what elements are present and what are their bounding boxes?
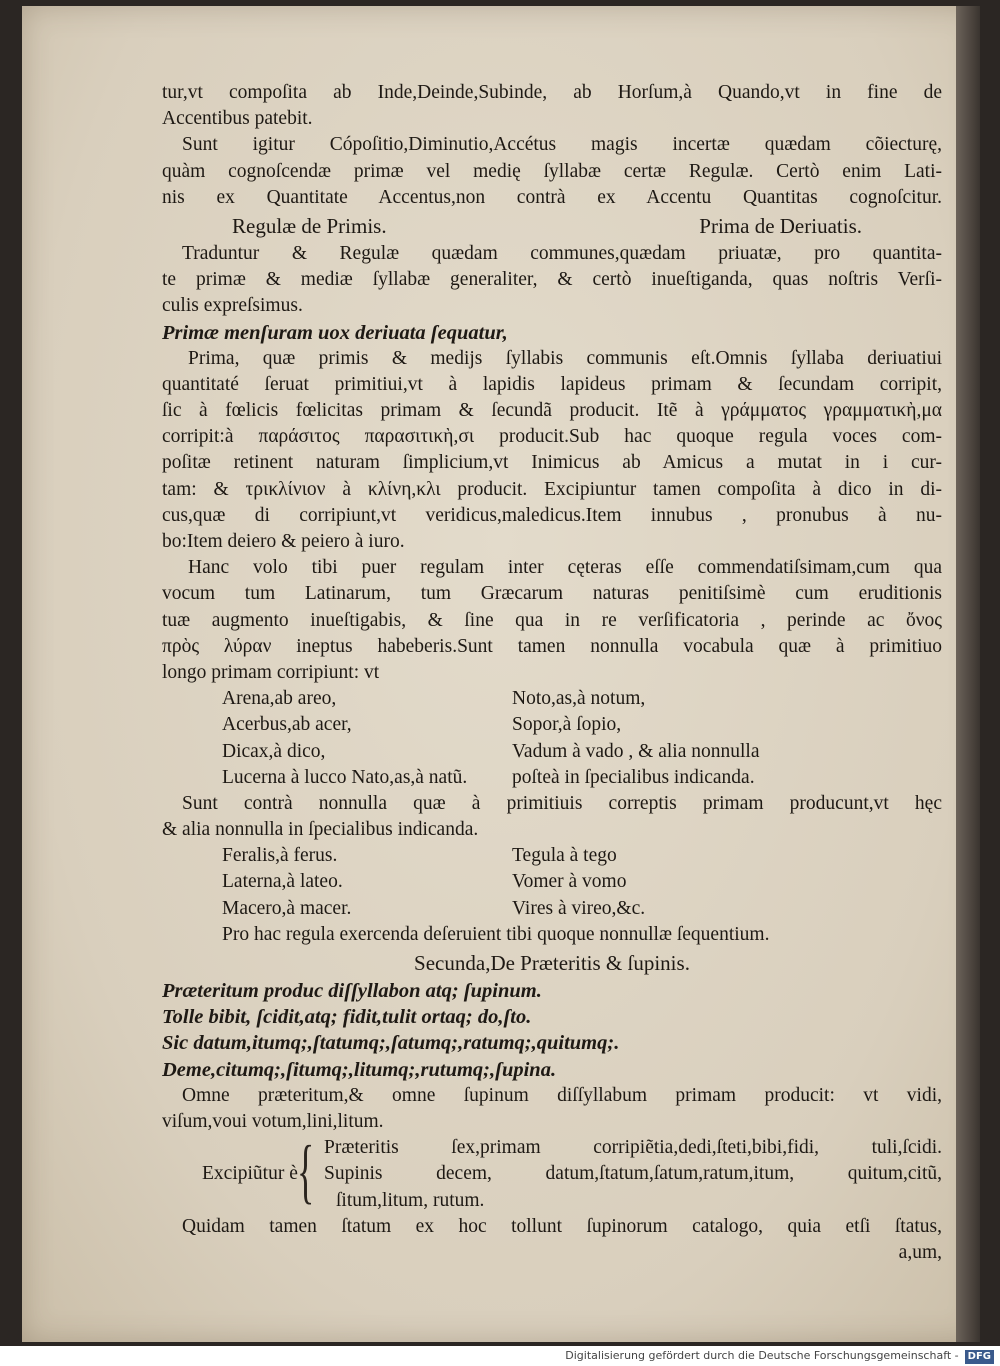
brace-label: Excipiũtur è — [202, 1163, 298, 1185]
footer-text: Digitalisierung gefördert durch die Deutsche Forschungsgemeinschaft - — [565, 1349, 959, 1362]
middle-paragraphs-2 — [162, 791, 942, 843]
example-right: poſteà in ſpecialibus indicanda. — [512, 766, 755, 788]
example-left: Dicax,à dico, — [222, 740, 326, 762]
footer-bar — [0, 1346, 1000, 1366]
brace-line: Præteritis ſex,primam corripiẽtia,dedi,ſteti,bibi,fidi, tuli,ſcidi. — [324, 1137, 942, 1159]
middle-paragraphs — [162, 241, 942, 686]
example-row — [162, 843, 942, 869]
text-line: tur,vt compoſita ab Inde,Deinde,Subinde, ab Horſum,à Quando,vt in fine de — [162, 82, 942, 103]
verse-line: Sic datum,itumq;,ſtatumq;,ſatumq;,ratumq;,quitumq;. — [162, 1032, 620, 1055]
text-line: poſitæ retinent naturam ſimplicium,vt Inimicus ab Amicus a mutat in i cur- — [162, 452, 942, 474]
text-line: longo primam corripiunt: vt — [162, 661, 380, 683]
example-right: Tegula à tego — [512, 845, 617, 867]
example-left: Laterna,à lateo. — [222, 871, 343, 893]
text-line: nis ex Quantitate Accentus,non contrà ex Accentu Quantitas cognoſcitur. — [162, 186, 942, 208]
text-line: te primæ & mediæ ſyllabæ generaliter, & certò inueſtiganda, quas noſtris Verſi- — [162, 269, 942, 291]
text-line: vocum tum Latinarum, tum Græcarum naturas penitiſsimè cum eruditionis — [162, 583, 942, 605]
text-line: Accentibus patebit. — [162, 108, 313, 130]
text-line: πρὸς λύραν ineptus habeberis.Sunt tamen nonnulla vocabula quæ à primitiuo — [162, 635, 942, 657]
heading-primis — [162, 211, 942, 241]
text-line: & alia nonnulla in ſpecialibus indicanda. — [162, 819, 479, 841]
end-paragraphs — [162, 1083, 942, 1135]
line-pro-hac: Pro hac regula exercenda deſeruient tibi quoque nonnullæ ſequentium. — [222, 923, 770, 945]
example-left: Macero,à macer. — [222, 897, 352, 919]
text-line: cus,quæ di corripiunt,vt veridicus,maledicus.Item innubus , pronubus à nu- — [162, 504, 942, 526]
example-row — [162, 686, 942, 712]
catchword: a,um, — [898, 1241, 942, 1263]
text-line: Prima, quæ primis & medijs ſyllabis communis eſt.Omnis ſyllaba deriuatiui — [188, 347, 942, 369]
page-edge — [956, 6, 980, 1342]
examples-list-1 — [162, 686, 942, 791]
example-left: Arena,ab areo, — [222, 688, 337, 710]
text-line: bo:Item deiero & peiero à iuro. — [162, 531, 405, 552]
examples-list-2 — [162, 843, 942, 922]
heading-right: Prima de Deriuatis. — [699, 213, 862, 238]
text-line: Traduntur & Regulæ quædam communes,quædam priuatæ, pro quantita- — [182, 242, 942, 264]
text-line: culis expreſsimus. — [162, 295, 303, 317]
example-row — [162, 896, 942, 922]
example-right: Sopor,à ſopio, — [512, 714, 622, 736]
text-line: ſic à fœlicis fœlicitas primam & ſecundã producit. Itẽ à γράμματος γραμματικὴ,μα — [162, 400, 942, 422]
brace-line: Supinis decem, datum,ſtatum,ſatum,ratum,itum, quitum,citũ, — [324, 1163, 942, 1185]
example-left: Lucerna à lucco Nato,as,à natũ. — [222, 766, 468, 788]
text-line: quàm cognoſcendæ primæ vel medię ſyllabæ certæ Regulæ. Certò enim Lati- — [162, 160, 942, 182]
last-line: Quidam tamen ſtatum ex hoc tollunt ſupinorum catalogo, quia etſi ſtatus, — [182, 1215, 942, 1237]
verse-line: Tolle bibit, ſcidit,atq; fidit,tulit ortaq; do,ſto. — [162, 1006, 532, 1029]
example-row — [162, 765, 942, 791]
text-line: tuæ augmento inueſtigabis, & ſine qua in re verſificatoria , perinde ac ὄνος — [162, 609, 942, 631]
example-left: Acerbus,ab acer, — [222, 714, 352, 736]
brace-lines — [324, 1135, 942, 1214]
text-line: Sunt igitur Cópoſitio,Diminutio,Accétus magis incertæ quædam cõiecturę, — [182, 134, 942, 156]
text-line: Primæ menſuram uox deriuata ſequatur, — [162, 321, 508, 344]
example-right: Noto,as,à notum, — [512, 688, 646, 710]
dfg-logo: DFG — [965, 1350, 994, 1364]
verse-line: Deme,citumq;,ſitumq;,litumq;,rutumq;,ſupina. — [162, 1058, 557, 1081]
text-line: corripit:à παράσιτος παρασιτικὴ,σι producit.Sub hac quoque regula voces com- — [162, 426, 942, 448]
heading-secunda: Secunda,De Præteritis & ſupinis. — [414, 951, 690, 975]
page-text — [162, 80, 942, 1266]
example-row — [162, 869, 942, 895]
example-right: Vomer à vomo — [512, 871, 627, 893]
verses — [162, 978, 942, 1083]
text-line: quantitaté ſeruat primitiui,vt à lapidis lapideus primam & ſecundam corripit, — [162, 373, 942, 395]
example-right: Vadum à vado , & alia nonnulla — [512, 740, 760, 762]
text-line: viſum,voui votum,lini,litum. — [162, 1110, 384, 1132]
exceptions-brace — [162, 1131, 942, 1214]
top-paragraphs — [162, 80, 942, 211]
verse-line: Præteritum produc diſſyllabon atq; ſupinum. — [162, 980, 542, 1002]
brace-line: ſitum,litum, rutum. — [336, 1189, 485, 1211]
text-line: Sunt contrà nonnulla quæ à primitiuis correptis primam producunt,vt hęc — [182, 792, 942, 814]
text-line: Hanc volo tibi puer regulam inter cęteras eſſe commendatiſsimam,cum qua — [188, 557, 942, 579]
example-right: Vires à vireo,&c. — [512, 897, 646, 919]
text-line: Omne præteritum,& omne ſupinum diſſyllabum primam producit: vt vidi, — [182, 1084, 942, 1106]
text-line: tam: & τρικλίνιον à κλίνη,κλι producit. Excipiuntur tamen compoſita à dico in di- — [162, 478, 942, 500]
heading-left: Regulæ de Primis. — [232, 213, 387, 238]
curly-brace-icon: { — [297, 1131, 315, 1212]
example-row — [162, 712, 942, 738]
example-left: Feralis,à ferus. — [222, 845, 338, 867]
example-row — [162, 739, 942, 765]
